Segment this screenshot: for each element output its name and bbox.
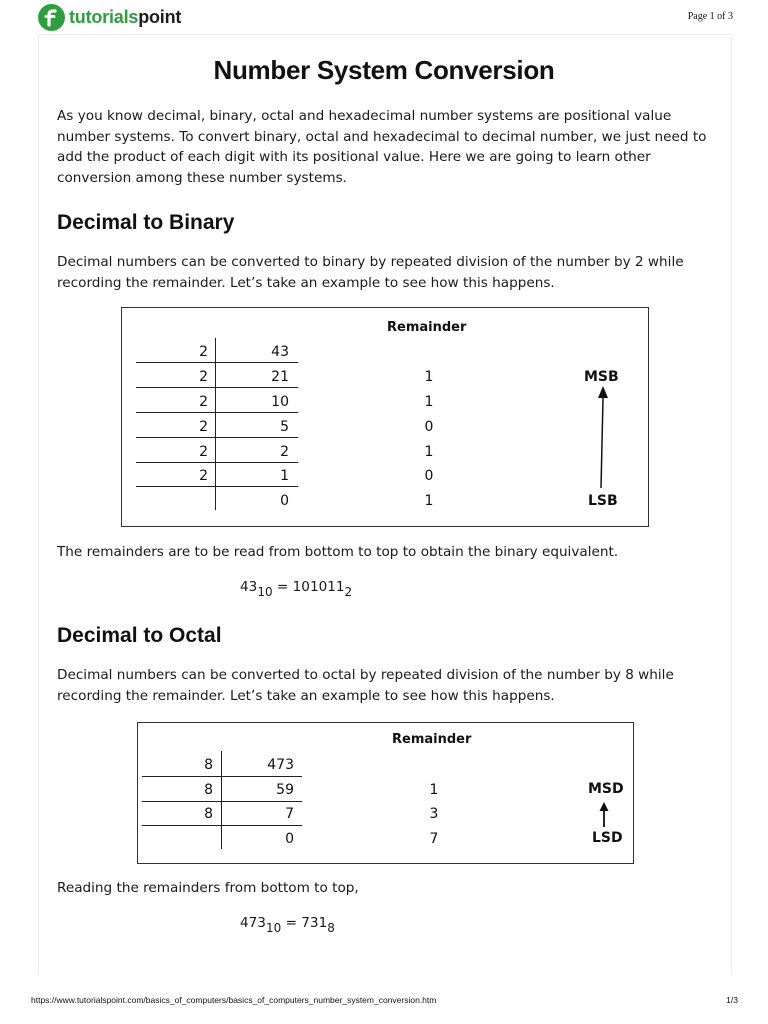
binary-result-equation (240, 579, 352, 599)
page-title: Number System Conversion (213, 55, 555, 85)
section-heading-octal: Decimal to Octal (57, 624, 222, 647)
lsb-label: LSB (588, 493, 618, 509)
tutorialspoint-logo[interactable] (38, 2, 181, 32)
divisor-cell: 2 (199, 369, 208, 385)
remainder-cell: 0 (424, 468, 434, 484)
divider-line (221, 751, 222, 849)
footer-page-number: 1/3 (726, 995, 738, 1005)
equation-rhs-base: 8 (327, 921, 335, 935)
page-header (0, 0, 768, 36)
equation-lhs-base: 10 (257, 585, 273, 599)
number-cell: 21 (271, 369, 289, 385)
footer-url[interactable]: https://www.tutorialspoint.com/basics_of_computers/basics_of_computers_number_system_conversion.htm (31, 995, 437, 1005)
lsd-label: LSD (592, 830, 623, 846)
octal-result-equation (240, 915, 335, 935)
equation-rhs: 101011 (292, 579, 345, 595)
tutorialspoint-logo-icon (38, 4, 65, 31)
remainder-cell: 7 (429, 831, 439, 847)
remainder-header: Remainder (387, 320, 467, 335)
divisor-cell: 8 (204, 757, 213, 773)
equation-rhs: 731 (301, 915, 328, 931)
divisor-cell: 2 (199, 344, 208, 360)
remainder-cell: 3 (429, 806, 439, 822)
row-line (136, 437, 298, 438)
number-cell: 0 (280, 493, 289, 509)
binary-reading-note: The remainders are to be read from bottom to top to obtain the binary equivalent. (57, 544, 619, 560)
number-cell: 59 (276, 782, 294, 798)
number-cell: 5 (280, 419, 289, 435)
remainder-cell: 1 (424, 493, 434, 509)
remainder-cell: 1 (424, 394, 434, 410)
equation-equals: = (276, 579, 289, 595)
arrow-up-icon (598, 802, 610, 828)
row-line (136, 412, 298, 413)
divisor-cell: 2 (199, 444, 208, 460)
octal-reading-note: Reading the remainders from bottom to top, (57, 880, 359, 896)
binary-description: Decimal numbers can be converted to binary by repeated division of the number by 2 while recording the remainder. Let’s take an example to see how this happens. (57, 254, 684, 291)
equation-lhs: 473 (240, 915, 266, 931)
divisor-cell: 2 (199, 419, 208, 435)
number-cell: 1 (280, 468, 289, 484)
number-cell: 7 (285, 806, 294, 822)
equation-lhs-base: 10 (265, 921, 282, 935)
equation-equals: = (285, 915, 297, 931)
msd-label: MSD (588, 781, 624, 797)
divisor-cell: 2 (199, 468, 208, 484)
divisor-cell: 8 (204, 782, 213, 798)
octal-division-table (137, 722, 634, 864)
divisor-cell: 2 (199, 394, 208, 410)
remainder-header: Remainder (392, 732, 472, 747)
row-line (136, 387, 298, 388)
intro-paragraph: As you know decimal, binary, octal and hexadecimal number systems are positional value number systems. To convert binary, octal and hexadecimal to decimal number, we just need to add the product of each digit with its positional value. Here we are going to learn other conversion among these number systems. (57, 108, 707, 186)
number-cell: 2 (280, 444, 289, 460)
number-cell: 43 (271, 344, 289, 360)
page-indicator: Page 1 of 3 (687, 11, 733, 22)
equation-lhs: 43 (240, 579, 258, 595)
octal-description: Decimal numbers can be converted to octal by repeated division of the number by 8 while recording the remainder. Let’s take an example to see how this happens. (57, 667, 674, 704)
remainder-cell: 0 (424, 419, 434, 435)
logo-text: tutorialspoint (69, 6, 182, 27)
divisor-cell: 8 (204, 806, 213, 822)
number-cell: 10 (271, 394, 289, 410)
arrow-up-icon (596, 386, 610, 490)
row-line (142, 776, 302, 777)
remainder-cell: 1 (424, 369, 434, 385)
row-line (142, 825, 302, 826)
number-cell: 0 (285, 831, 294, 847)
row-line (136, 486, 298, 487)
remainder-cell: 1 (429, 782, 439, 798)
remainder-cell: 1 (424, 444, 434, 460)
row-line (136, 362, 298, 363)
msb-label: MSB (584, 369, 619, 385)
divider-line (215, 338, 216, 510)
section-heading-binary: Decimal to Binary (57, 211, 235, 234)
equation-rhs-base: 2 (344, 585, 353, 599)
number-cell: 473 (267, 757, 294, 773)
row-line (142, 801, 302, 802)
binary-division-table (121, 307, 649, 527)
row-line (136, 462, 298, 463)
